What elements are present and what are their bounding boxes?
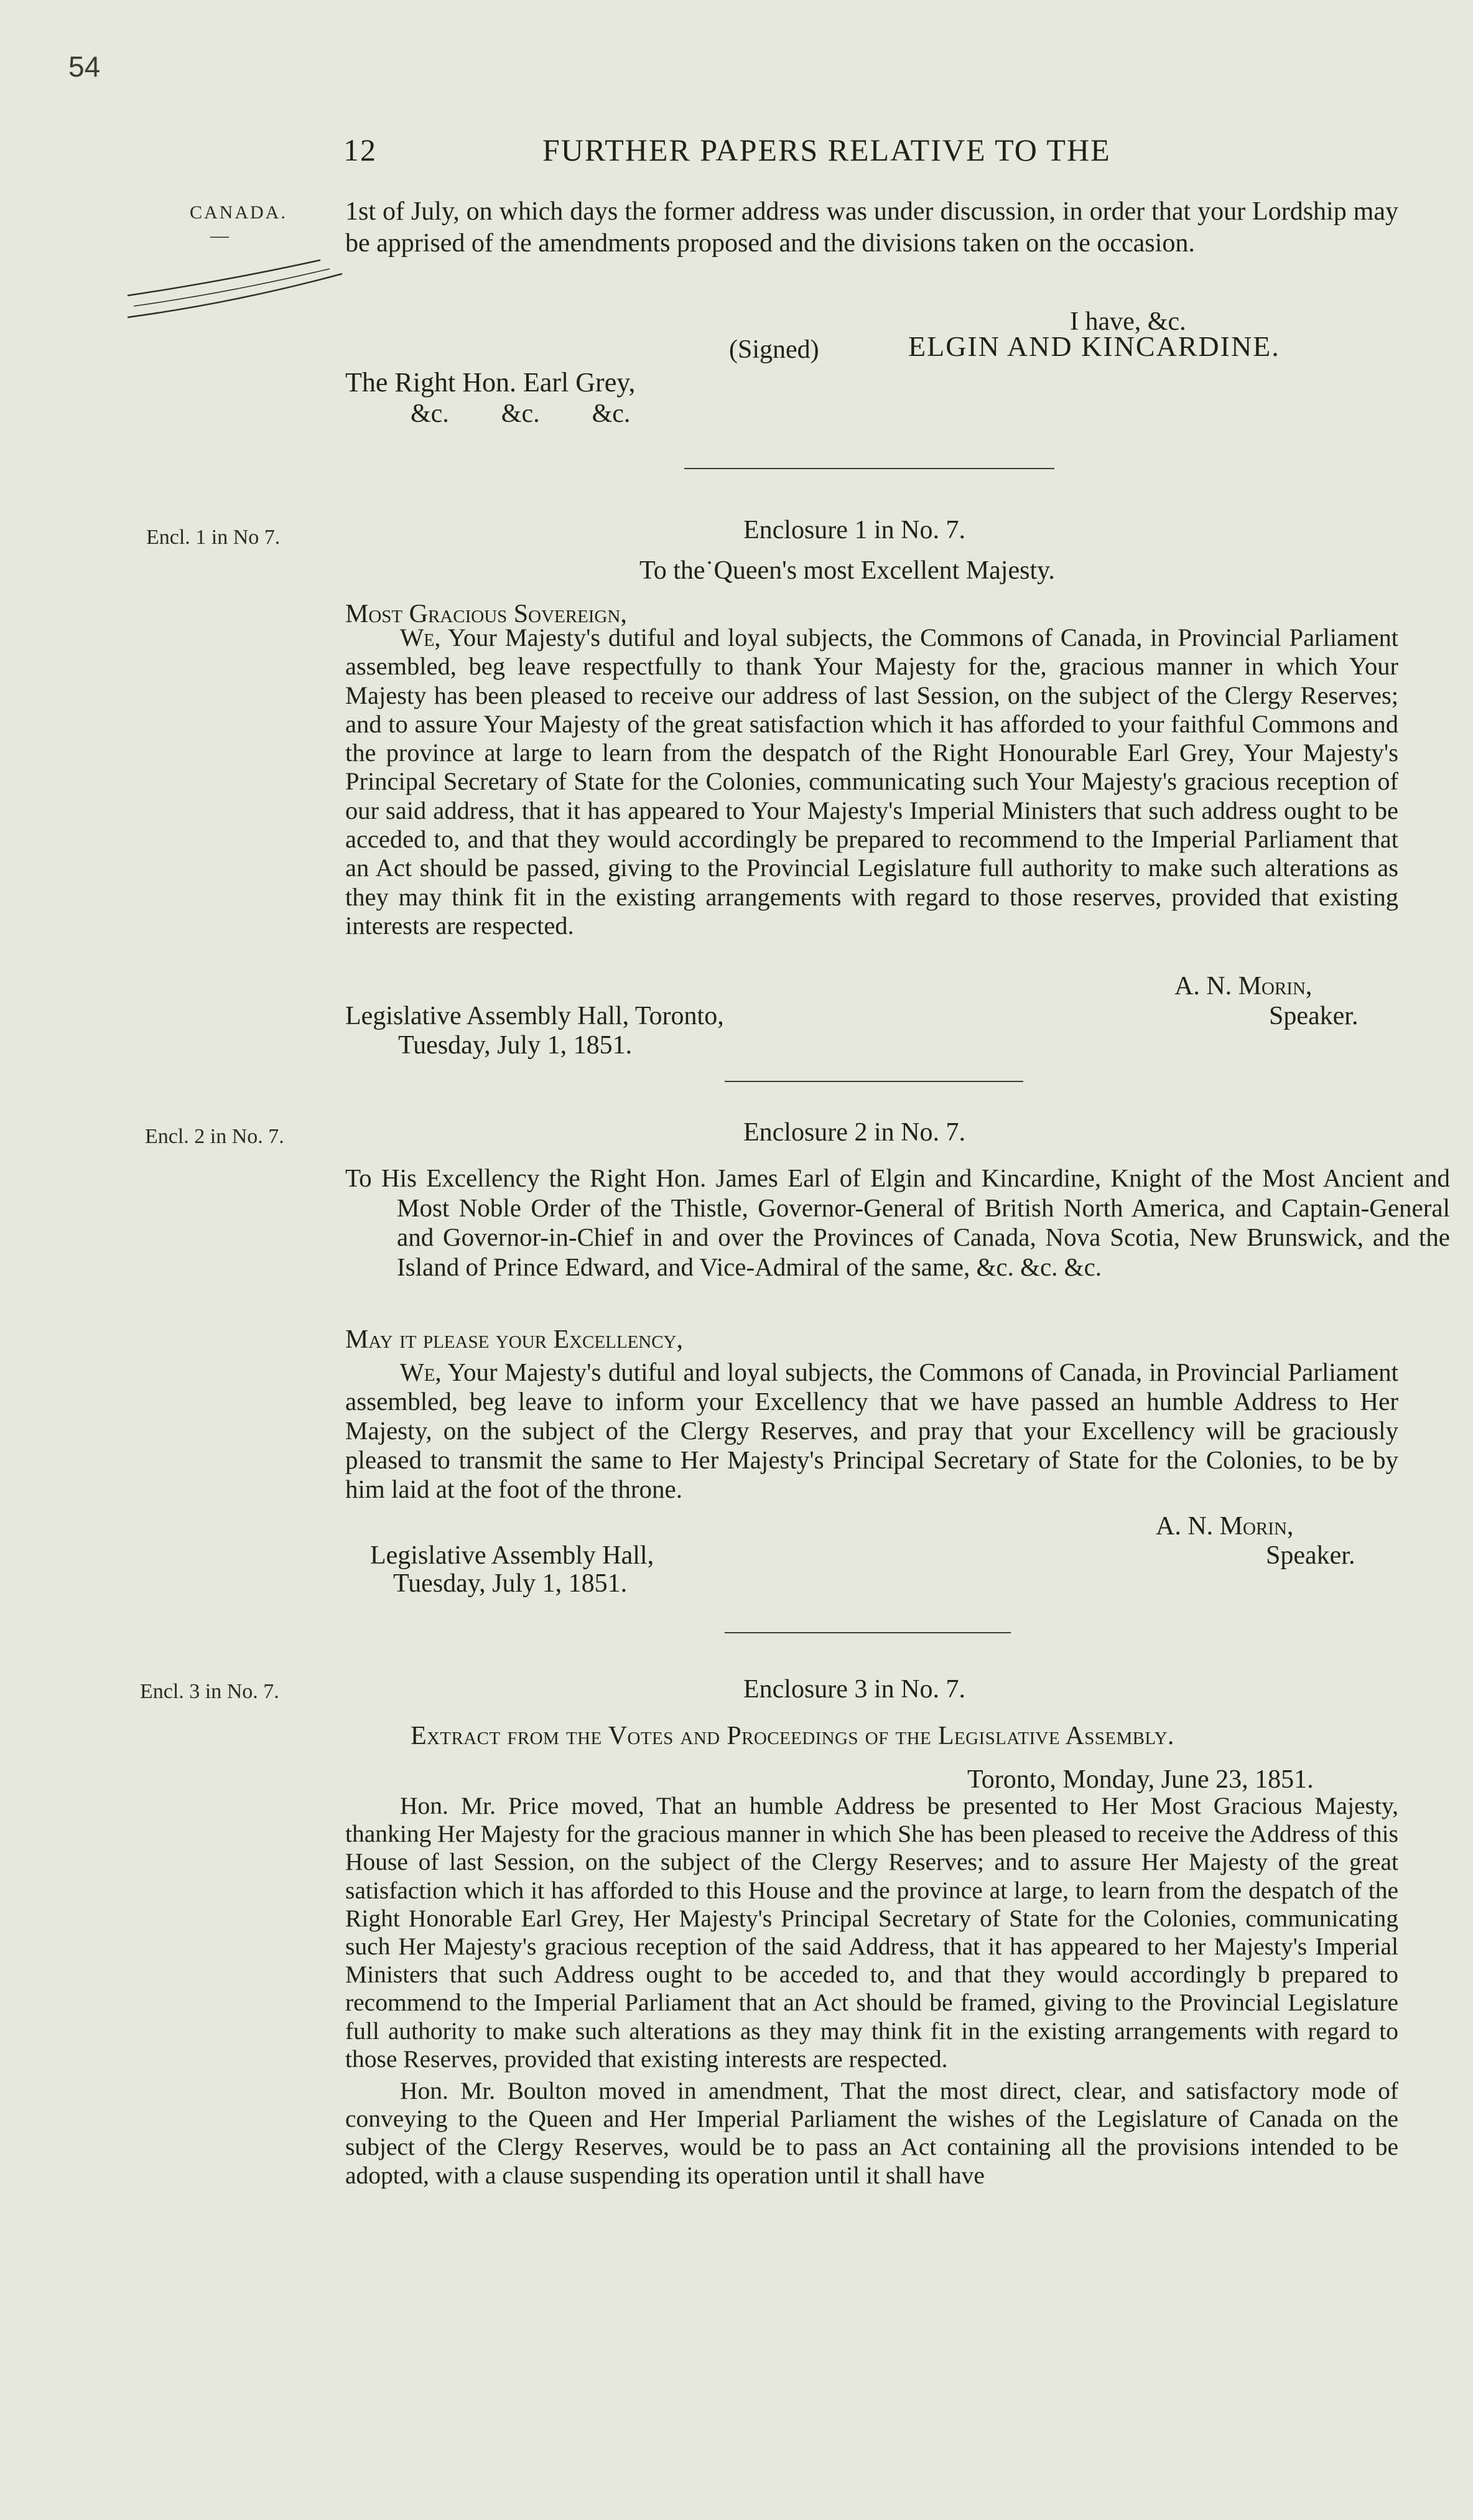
- side-note-canada: CANADA.: [190, 202, 287, 223]
- margin-note-encl3: Encl. 3 in No. 7.: [140, 1680, 279, 1703]
- section-divider: [725, 1632, 1011, 1633]
- encl2-body-text: Your Majesty's dutiful and loyal subjects, the Commons of Canada, in Provincial Parliament assembled, beg leave to inform your Excellency that we have passed an humble Address to Her Majesty, on the subject of the Clergy Reserves, and pray that your Excellency will be graciously pleased to transmit the same to Her Majesty's Principal Secretary of State for the Colonies, to be by him laid at the foot of the throne.: [345, 1358, 1398, 1503]
- addressee-etc: &c. &c. &c.: [411, 399, 631, 428]
- running-header: [343, 132, 1111, 168]
- encl1-heading: Enclosure 1 in No. 7.: [743, 516, 965, 544]
- encl3-paragraph-price: Hon. Mr. Price moved, That an humble Address be presented to Her Most Gracious Majesty, thanking Her Majesty for the gracious manner in which She has been pleased to receive the Address of this House of last Session, on the subject of the Clergy Reserves; and to assure Her Majesty of the great satisfaction which it has afforded to this House and the province at large, to learn from the despatch of the Right Honorable Earl Grey, Her Majesty's Principal Secretary of State for the Colonies, communicating such Her Majesty's gracious reception of the said Address, that it has appeared to her Majesty's Imperial Ministers that such Address ought to be acceded to, and that they would accordingly b prepared to recommend to the Imperial Parliament that an Act should be framed, giving to the Provincial Legislature full authority to make such alterations as they may think fit in the existing arrangements with regard to those Reserves, provided that existing interests are respected.: [345, 1792, 1398, 2073]
- side-note-dash: —: [210, 225, 229, 246]
- encl2-date: Tuesday, July 1, 1851.: [393, 1569, 628, 1598]
- encl3-dateline: Toronto, Monday, June 23, 1851.: [967, 1765, 1314, 1794]
- margin-note-encl1: Encl. 1 in No 7.: [146, 526, 281, 549]
- encl1-body: [345, 623, 1398, 940]
- encl2-heading: Enclosure 2 in No. 7.: [743, 1118, 965, 1147]
- encl1-speaker-title: Speaker.: [1269, 1002, 1359, 1030]
- closing-i-have: I have, &c.: [1070, 307, 1186, 336]
- encl1-addressee: To the˙Queen's most Excellent Majesty.: [639, 556, 1055, 585]
- encl1-salutation: Most Gracious Sovereign,: [345, 600, 627, 628]
- addressee: The Right Hon. Earl Grey,: [345, 367, 636, 398]
- encl3-heading: Enclosure 3 in No. 7.: [743, 1675, 965, 1704]
- encl2-salutation: May it please your Excellency,: [345, 1325, 683, 1354]
- encl2-signer: A. N. Morin,: [1156, 1512, 1294, 1541]
- encl3-body: [345, 1792, 1398, 2190]
- signer-name: ELGIN AND KINCARDINE.: [908, 330, 1280, 362]
- encl2-speaker-title: Speaker.: [1266, 1541, 1355, 1570]
- outer-page-number: 54: [68, 50, 101, 83]
- encl1-place: Legislative Assembly Hall, Toronto,: [345, 1002, 724, 1030]
- encl1-body-text: Your Majesty's dutiful and loyal subjects, the Commons of Canada, in Provincial Parliament assembled, beg leave respectfully to thank Your Majesty for the, gracious manner in which Your Majesty has been pleased to receive our address of last Session, on the subject of the Clergy Reserves; and to assure Your Majesty of the great satisfaction which it has afforded to your faithful Commons and the province at large to learn from the despatch of the Right Honourable Earl Grey, Your Majesty's Principal Secretary of State for the Colonies, communicating such Your Majesty's gracious reception of our said address, that it has appeared to Your Majesty's Imperial Ministers that such address ought to be acceded to, and that they would accordingly be prepared to recommend to the Imperial Parliament that an Act should be passed, giving to the Provincial Legislature full authority to make such alterations as they may think fit in the existing arrangements with regard to those reserves, provided that existing interests are respected.: [345, 623, 1398, 940]
- margin-note-encl2: Encl. 2 in No. 7.: [145, 1125, 284, 1148]
- encl1-date: Tuesday, July 1, 1851.: [398, 1031, 633, 1060]
- encl2-addressee: To His Excellency the Right Hon. James Earl of Elgin and Kincardine, Knight of the Most Ancient and Most Noble Order of the Thistle, Governor-General of British North America, and Captain-General and Governor-in-Chief in and over the Provinces of Canada, Nova Scotia, New Brunswick, and the Island of Prince Edward, and Vice-Admiral of the same, &c. &c. &c.: [345, 1164, 1450, 1281]
- running-page-number: 12: [343, 133, 377, 167]
- section-divider: [684, 468, 1054, 469]
- encl2-we: We,: [400, 1358, 442, 1386]
- running-title: FURTHER PAPERS RELATIVE TO THE: [542, 133, 1111, 167]
- handwritten-pen-strokes: [124, 236, 348, 330]
- opening-paragraph: 1st of July, on which days the former address was under discussion, in order that your Lordship may be apprised of the amendments proposed and the divisions taken on the occasion.: [345, 197, 1398, 258]
- encl1-signer: A. N. Morin,: [1174, 972, 1313, 1001]
- encl1-we: We,: [400, 623, 441, 651]
- signed-label: (Signed): [729, 335, 819, 364]
- section-divider: [725, 1081, 1023, 1082]
- encl2-place: Legislative Assembly Hall,: [370, 1541, 654, 1570]
- encl3-extract-title: Extract from the Votes and Proceedings of the Legislative Assembly.: [411, 1722, 1174, 1750]
- encl3-paragraph-boulton: Hon. Mr. Boulton moved in amendment, That the most direct, clear, and satisfactory mode of conveying to the Queen and Her Imperial Parliament the wishes of the Legislature of Canada on the subject of the Clergy Reserves, would be to pass an Act containing all the provisions intended to be adopted, with a clause suspending its operation until it shall have: [345, 2077, 1398, 2189]
- encl2-body: [345, 1358, 1398, 1504]
